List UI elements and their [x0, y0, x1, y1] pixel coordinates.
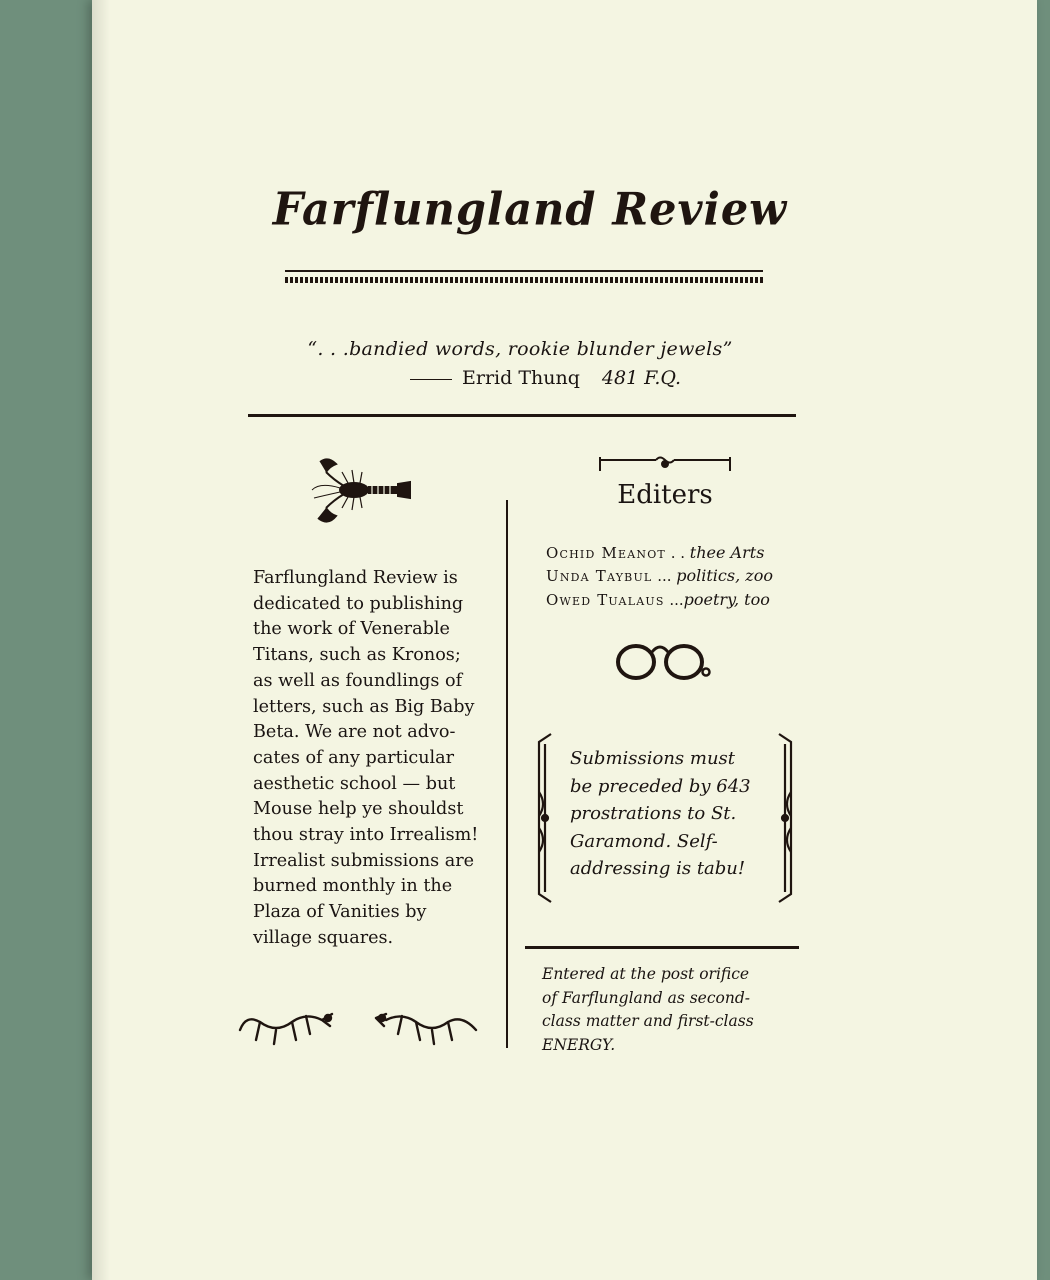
- editor-role: poetry, too: [683, 590, 770, 609]
- editor-row: [546, 566, 773, 585]
- submission-line: Submissions must: [570, 748, 736, 769]
- body-line: the work of Venerable: [253, 619, 450, 640]
- body-line: aesthetic school — but: [253, 773, 456, 794]
- notice-rule: [525, 946, 799, 949]
- masthead-dotted-rule: [285, 277, 763, 283]
- submission-line: Garamond. Self-: [570, 830, 718, 852]
- postal-notice: [542, 963, 802, 1057]
- body-line: village squares.: [253, 927, 394, 948]
- body-line: Beta. We are not advo-: [253, 722, 456, 743]
- postal-line: class matter and first-class: [542, 1012, 754, 1030]
- submission-line: be preceded by 643: [570, 775, 751, 797]
- editors-ornament-icon: [598, 455, 732, 473]
- postal-line: of Farflungland as second-: [542, 988, 751, 1007]
- editor-row: [546, 590, 770, 609]
- epigraph-attribution: [410, 367, 681, 389]
- pince-nez-icon: [612, 636, 712, 684]
- body-line: thou stray into Irrealism!: [253, 825, 479, 846]
- editor-role: politics, zoo: [676, 566, 773, 585]
- editor-name: Owed Tualaus: [546, 591, 665, 609]
- body-line: Plaza of Vanities by: [253, 902, 427, 923]
- lobster-icon: [310, 452, 415, 530]
- body-line: dedicated to publishing: [253, 593, 464, 614]
- editor-separator: ...: [652, 567, 677, 585]
- masthead-rule: [285, 270, 763, 272]
- body-line: as well as foundlings of: [253, 670, 463, 691]
- submission-notice: [570, 745, 775, 883]
- body-line: Irrealist submissions are: [253, 850, 475, 871]
- body-line: cates of any particular: [253, 747, 455, 768]
- body-line: Titans, such as Kronos;: [253, 645, 461, 666]
- bracket-ornament-icon: [773, 732, 797, 904]
- editor-row: [546, 543, 764, 562]
- body-line: Farflungland Review is: [253, 568, 458, 588]
- submission-line: prostrations to St.: [570, 803, 737, 824]
- bracket-ornament-icon: [533, 732, 557, 904]
- editor-separator: ...: [664, 591, 684, 609]
- body-line: letters, such as Big Baby: [253, 696, 475, 717]
- mission-statement: [253, 566, 485, 952]
- body-line: Mouse help ye shouldst: [253, 799, 464, 820]
- editors-heading: Editers: [617, 480, 713, 510]
- editor-role: thee Arts: [689, 543, 765, 562]
- editor-name: Ochid Meanot: [546, 544, 666, 562]
- body-line: burned monthly in the: [253, 876, 453, 897]
- epigraph-date: 481 F.Q.: [601, 367, 682, 389]
- em-dash-rule: [410, 379, 452, 380]
- masthead-title: Farflungland Review: [272, 183, 788, 237]
- epigraph-author: Errid Thunq: [462, 367, 580, 389]
- postal-line: ENERGY.: [542, 1035, 616, 1054]
- submission-line: addressing is tabu!: [570, 858, 746, 879]
- dragons-ornament-icon: [236, 1000, 481, 1050]
- editor-name: Unda Taybul: [546, 567, 653, 585]
- column-divider: [506, 500, 508, 1048]
- gutter-shadow: [92, 0, 110, 1280]
- epigraph-quote: “. . .bandied words, rookie blunder jewels”: [307, 338, 733, 360]
- postal-line: Entered at the post orifice: [542, 965, 750, 983]
- editor-separator: . .: [665, 544, 690, 562]
- section-rule: [248, 414, 796, 417]
